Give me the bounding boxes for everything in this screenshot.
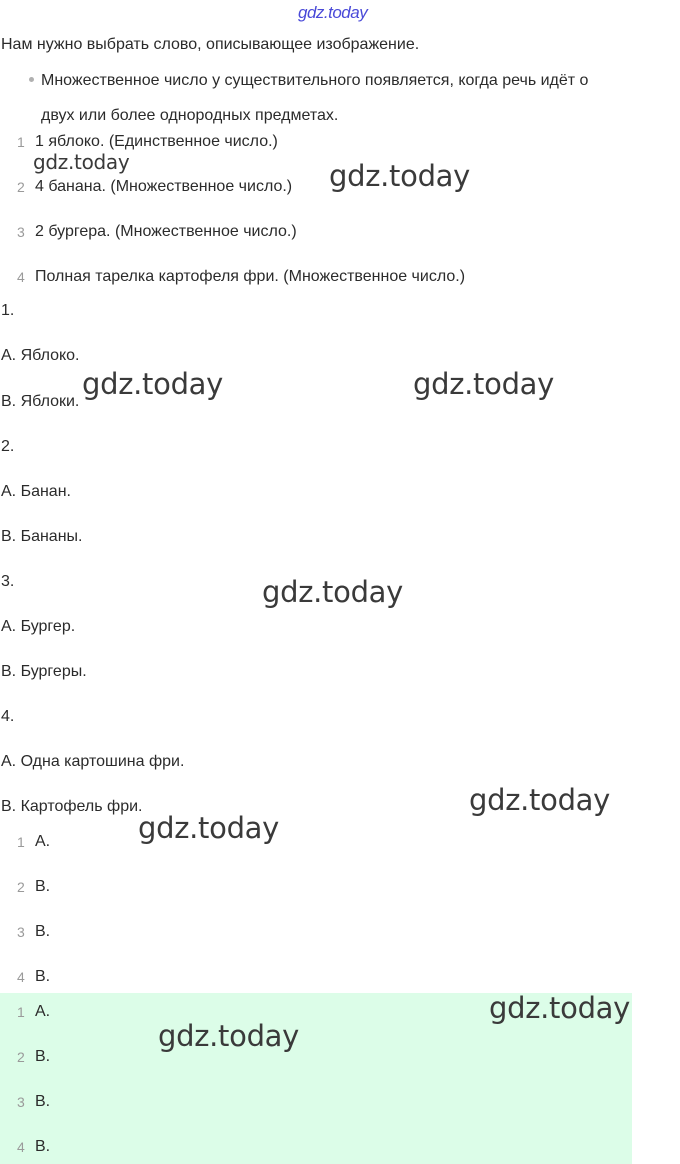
list-number: 3	[17, 224, 25, 240]
option-a: A. Яблоко.	[1, 347, 80, 364]
list-number: 2	[17, 879, 25, 895]
list-number: 1	[17, 1004, 25, 1020]
question-number: 2.	[1, 438, 15, 455]
answer-text: B.	[35, 968, 51, 985]
note-line-2: двух или более однородных предметах.	[41, 107, 339, 124]
option-a: A. Одна картошина фри.	[1, 753, 185, 770]
watermark: gdz.today	[413, 367, 555, 401]
list-number: 3	[17, 1094, 25, 1110]
intro-text: Нам нужно выбрать слово, описывающее изображение.	[1, 36, 420, 53]
list-number: 4	[17, 969, 25, 985]
list-text: Полная тарелка картофеля фри. (Множественное число.)	[35, 268, 466, 285]
option-a: A. Банан.	[1, 483, 71, 500]
list-number: 4	[17, 1139, 25, 1155]
question-number: 1.	[1, 302, 15, 319]
answer-text: B.	[35, 1138, 51, 1155]
option-b: B. Бананы.	[1, 528, 83, 545]
option-b: B. Бургеры.	[1, 663, 87, 680]
question-number: 4.	[1, 708, 15, 725]
answer-text: A.	[35, 833, 51, 850]
answer-text: B.	[35, 1093, 51, 1110]
list-number: 2	[17, 179, 25, 195]
watermark: gdz.today	[158, 1019, 300, 1053]
watermark: gdz.today	[469, 783, 611, 817]
option-b: B. Картофель фри.	[1, 798, 143, 815]
list-number: 3	[17, 924, 25, 940]
answer-text: B.	[35, 878, 51, 895]
watermark: gdz.today	[489, 991, 631, 1025]
watermark: gdz.today	[33, 150, 130, 174]
watermark: gdz.today	[329, 159, 471, 193]
watermark: gdz.today	[138, 811, 280, 845]
list-number: 4	[17, 269, 25, 285]
note-line-1: Множественное число у существительного появляется, когда речь идёт о	[41, 72, 589, 89]
bullet-dot-icon	[29, 77, 34, 82]
header-watermark: gdz.today	[298, 3, 368, 22]
list-text: 1 яблоко. (Единственное число.)	[35, 133, 278, 150]
option-a: A. Бургер.	[1, 618, 76, 635]
list-number: 2	[17, 1049, 25, 1065]
list-number: 1	[17, 134, 25, 150]
answer-text: B.	[35, 1048, 51, 1065]
list-text: 2 бургера. (Множественное число.)	[35, 223, 297, 240]
option-b: B. Яблоки.	[1, 393, 80, 410]
list-number: 1	[17, 834, 25, 850]
answer-text: B.	[35, 923, 51, 940]
question-number: 3.	[1, 573, 15, 590]
list-text: 4 банана. (Множественное число.)	[35, 178, 293, 195]
watermark: gdz.today	[82, 367, 224, 401]
watermark: gdz.today	[262, 575, 404, 609]
answer-text: A.	[35, 1003, 51, 1020]
